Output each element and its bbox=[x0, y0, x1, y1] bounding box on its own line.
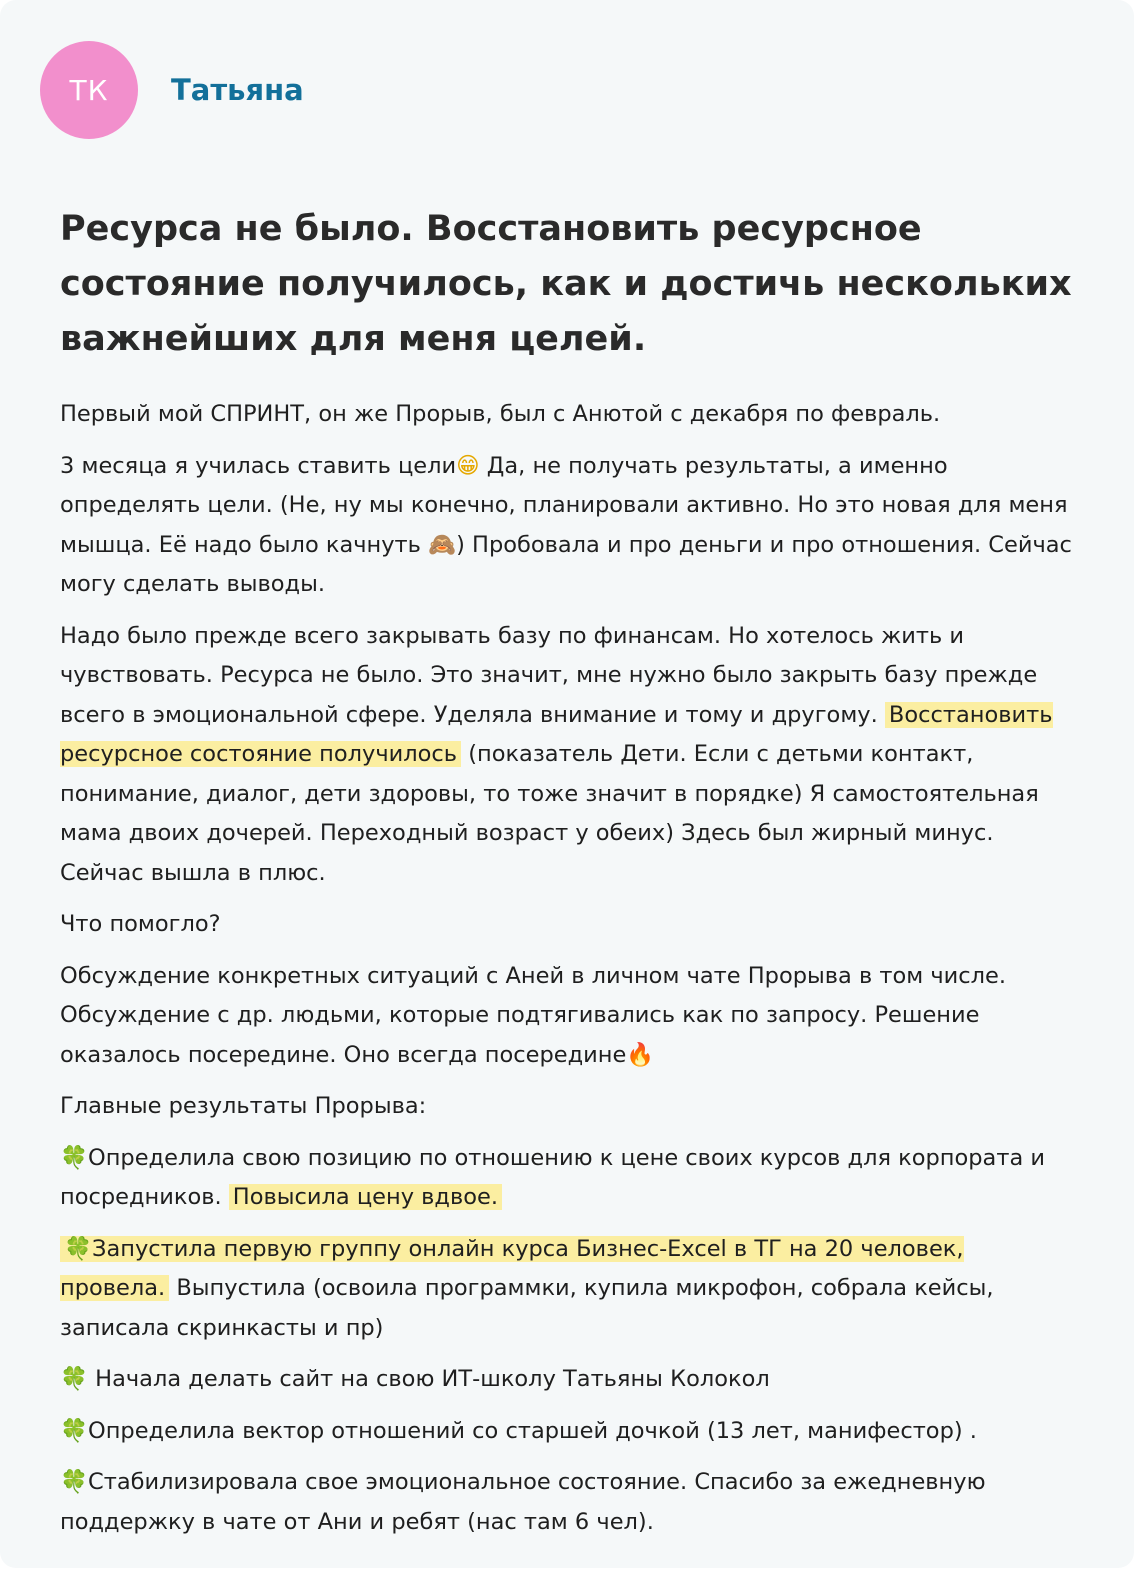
paragraph: Первый мой СПРИНТ, он же Прорыв, был с Анютой с декабря по февраль. bbox=[60, 401, 941, 427]
clover-icon: 🍀 bbox=[60, 1144, 89, 1171]
result-item: 🍀Запустила первую группу онлайн курса Бизнес-Excel в ТГ на 20 человек, провела. Выпустила (освоила программки, купила микрофон, собрала кейсы, записала скринкасты и пр) bbox=[60, 1230, 1074, 1349]
clover-icon: 🍀 bbox=[60, 1417, 89, 1444]
grinning-face-icon: 😁 bbox=[456, 452, 480, 479]
paragraph: Обсуждение конкретных ситуаций с Аней в личном чате Прорыва в том числе. Обсуждение с др. людьми, которые подтягивались как по запросу. Решение оказалось посередине. Оно всегда посередине🔥 bbox=[60, 957, 1074, 1076]
highlighted-text: Повысила цену вдвое. bbox=[229, 1184, 502, 1210]
highlighted-text: Восстановить ресурсное состояние получилось bbox=[60, 701, 1053, 767]
paragraph: Надо было прежде всего закрывать базу по финансам. Но хотелось жить и чувствовать. Ресурса не было. Это значит, мне нужно было закрыть базу прежде всего в эмоциональной сфере. Уделяла внимание и тому и другому. Восстановить ресурсное состояние получилось (показатель Дети. Если с детьми контакт, понимание, диалог, дети здоровы, то тоже значит в порядке) Я самостоятельная мама двоих дочерей. Переходный возраст у обеих) Здесь был жирный минус. Сейчас вышла в плюс. bbox=[60, 622, 1053, 886]
result-item: 🍀Определила свою позицию по отношению к цене своих курсов для корпората и посредников. Повысила цену вдвое. bbox=[60, 1139, 1074, 1218]
result-item: 🍀Стабилизировала свое эмоциональное состояние. Спасибо за ежедневную поддержку в чате от Ани и ребят (нас там 6 чел). bbox=[60, 1463, 1074, 1542]
clover-icon: 🍀 bbox=[60, 1469, 89, 1495]
paragraph: 3 месяца я училась ставить цели😁 Да, не получать результаты, а именно определять цели. (Не, ну мы конечно, планировали активно. Но это новая для меня мышца. Её надо было качнуть 🙈) Пробовала и про деньги и про отношения. Сейчас могу сделать выводы. bbox=[60, 447, 1074, 605]
author-name: Татьяна bbox=[171, 73, 304, 107]
paragraph: Главные результаты Прорыва: bbox=[60, 1093, 427, 1119]
review-title: Ресурса не было. Восстановить ресурсное состояние получилось, как и достичь нескольких важнейших для меня целей. bbox=[60, 209, 1072, 359]
clover-icon: 🍀 bbox=[64, 1235, 93, 1262]
result-item: 🍀 Начала делать сайт на свою ИТ-школу Татьяны Колокол bbox=[60, 1360, 1074, 1400]
fire-icon: 🔥 bbox=[626, 1041, 655, 1068]
review-header bbox=[40, 40, 1074, 140]
result-item: 🍀Определила вектор отношений со старшей дочкой (13 лет, манифестор) . bbox=[60, 1412, 1074, 1452]
see-no-evil-monkey-icon: 🙈 bbox=[428, 531, 457, 558]
review-body bbox=[60, 395, 1074, 1542]
clover-icon: 🍀 bbox=[60, 1366, 89, 1392]
avatar: ТК bbox=[40, 41, 138, 139]
highlighted-text: 🍀Запустила первую группу онлайн курса Бизнес-Excel в ТГ на 20 человек, провела. bbox=[60, 1236, 964, 1302]
paragraph: Что помогло? bbox=[60, 911, 221, 937]
